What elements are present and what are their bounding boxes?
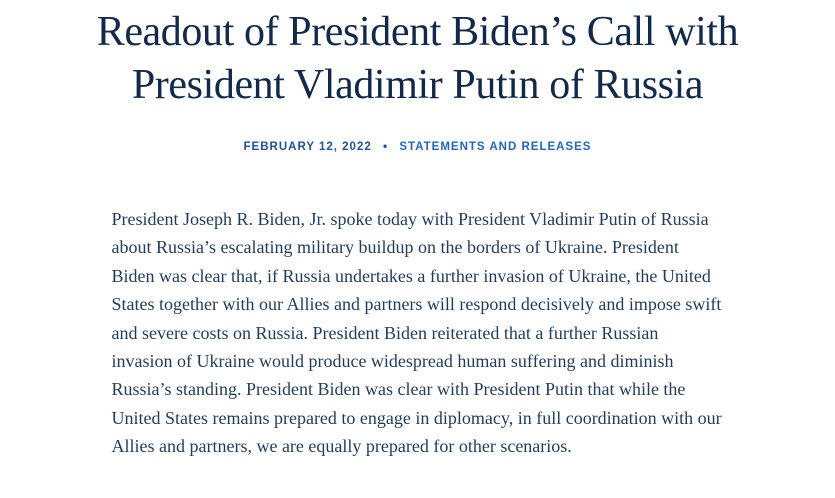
page-title: Readout of President Biden’s Call with President Vladimir Putin of Russia	[96, 9, 739, 108]
article-paragraph: President Joseph R. Biden, Jr. spoke today with President Vladimir Putin of Russia about Russia’s escalating military buildup on the borders of Ukraine. President Biden was clear that, if Russia undertakes a further invasion of Ukraine, the United States together with our Allies and partners will respond decisively and impose swift and severe costs on Russia. President Biden reiterated that a further Russian invasion of Ukraine would produce widespread human suffering and diminish Russia’s standing. President Biden was clear with President Putin that while the United States remains prepared to engage in diplomacy, in full coordination with our Allies and partners, we are equally prepared for other scenarios.	[111, 209, 722, 457]
article-body	[112, 205, 724, 461]
bullet-separator: •	[382, 139, 389, 153]
category-link-statements-and-releases[interactable]: STATEMENTS AND RELEASES	[399, 141, 592, 153]
publish-date: FEBRUARY 12, 2022	[243, 141, 372, 153]
article-meta	[0, 139, 835, 153]
